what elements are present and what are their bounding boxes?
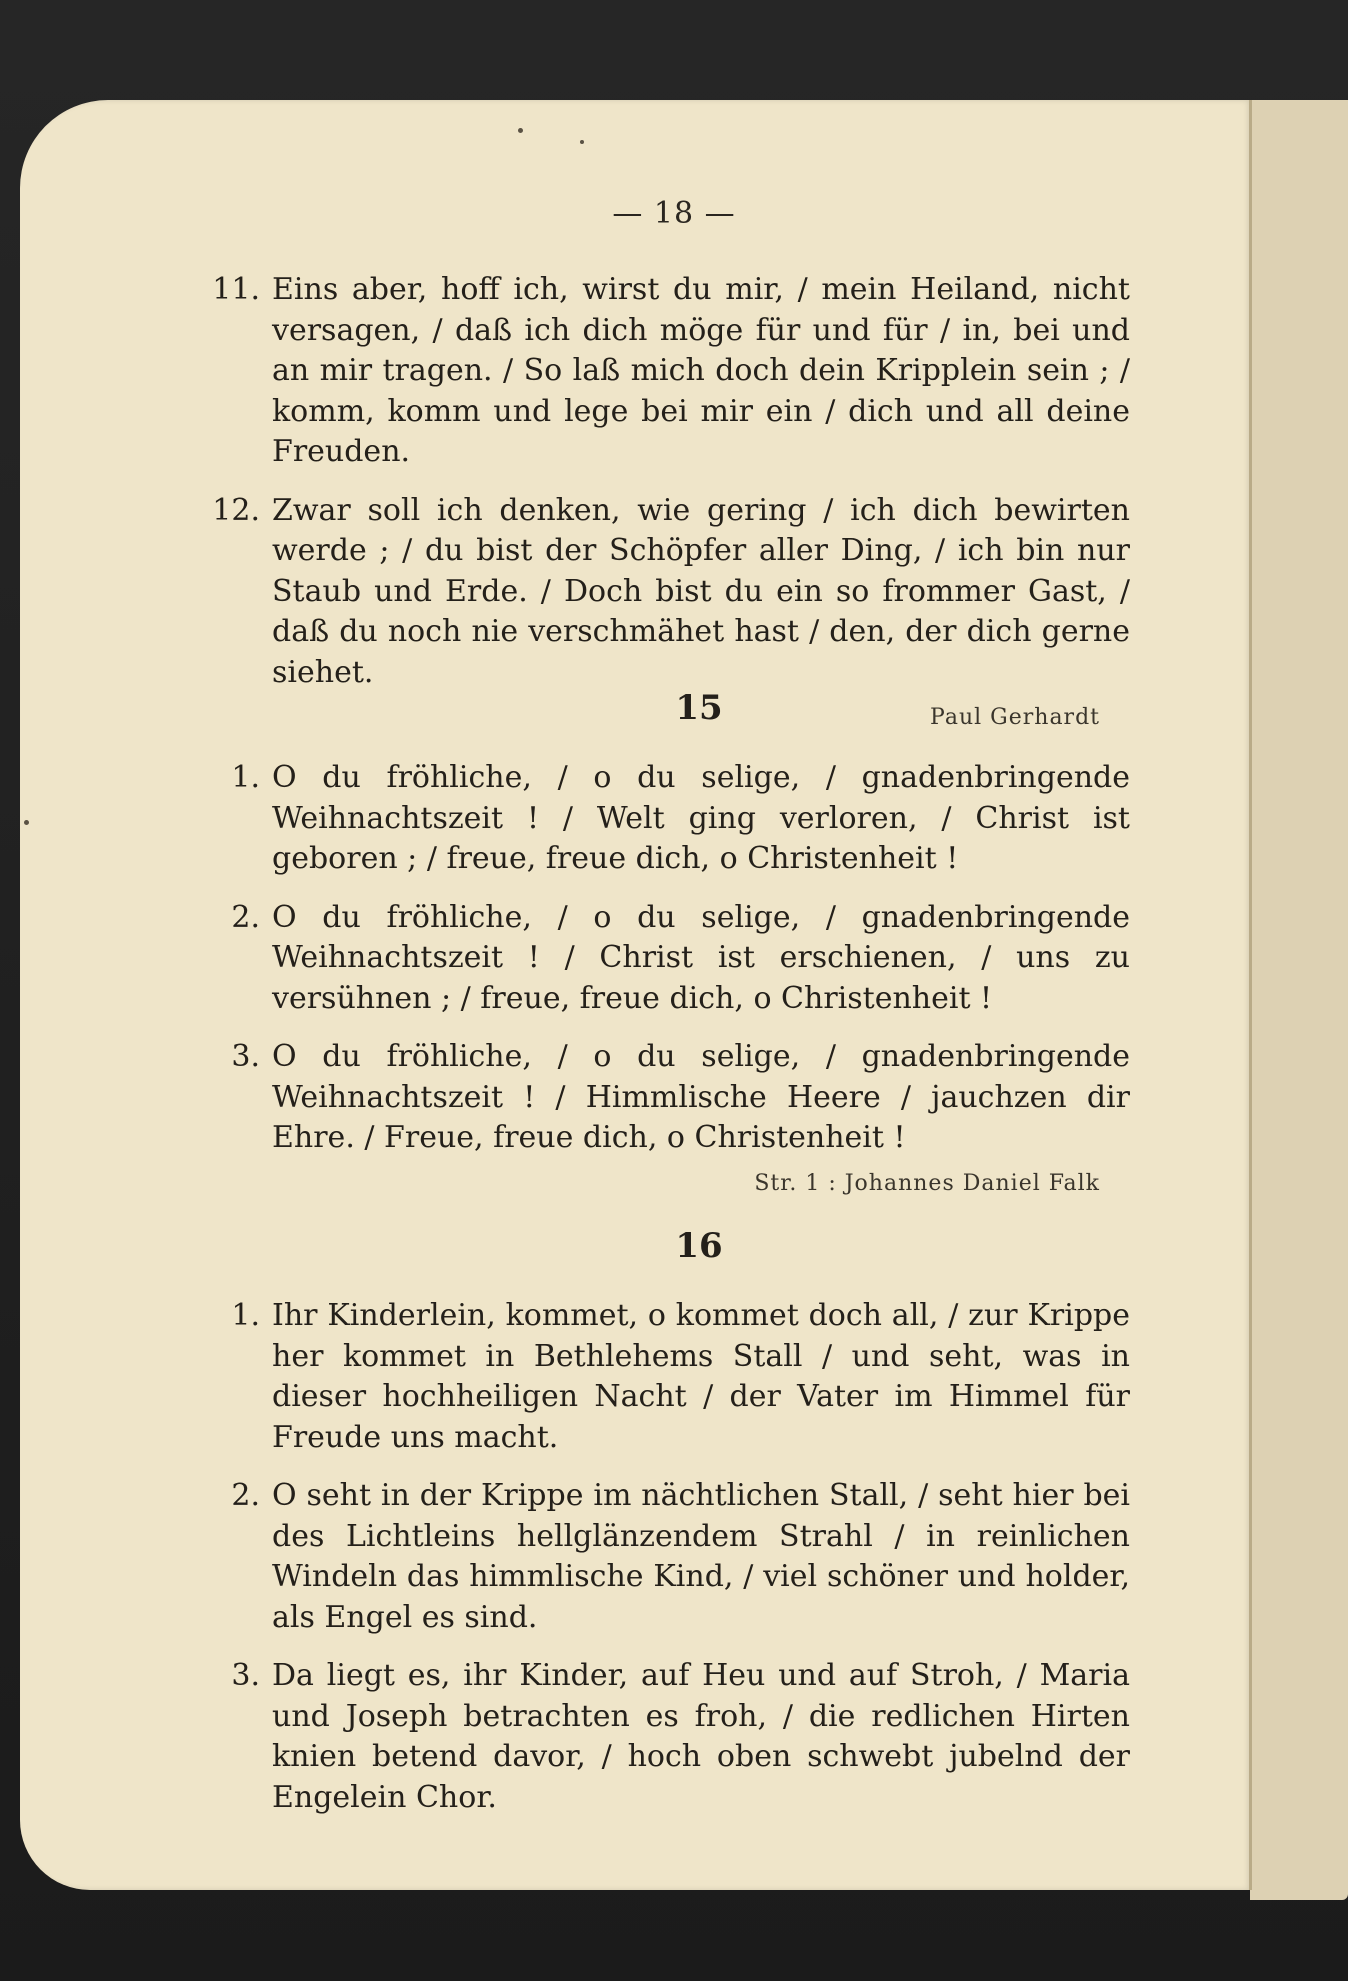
- booklet-edge: [1250, 100, 1348, 1900]
- verse-2: [200, 898, 1130, 1020]
- verse-text: Da liegt es, ihr Kinder, auf Heu und auf Stroh, / Maria und Joseph betrachten es froh, / die redlichen Hirten knien betend davor, / hoch oben schwebt jubelnd der Engelein Chor.: [272, 1658, 1130, 1815]
- verse-number: 2.: [231, 1478, 260, 1513]
- paper-speck: [24, 820, 29, 825]
- paper-speck: [518, 128, 523, 133]
- verse-number: 1.: [231, 1298, 260, 1333]
- hymn-16-block: [200, 1226, 1130, 1836]
- verse-11: [200, 270, 1130, 473]
- verse-3: [200, 1656, 1130, 1818]
- paper-speck: [580, 140, 584, 144]
- verse-text: Ihr Kinderlein, kommet, o kommet doch all, / zur Krippe her kommet in Bethlehems Stall / und seht, was in dieser hochheiligen Nacht / der Vater im Himmel für Freude uns macht.: [272, 1298, 1130, 1455]
- verse-number: 12.: [212, 492, 260, 528]
- verse-2: [200, 1476, 1130, 1638]
- author-credit: Str. 1 : Johannes Daniel Falk: [754, 1170, 1100, 1196]
- verse-text: O du fröhliche, / o du selige, / gnadenbringende Weihnachtszeit ! / Welt ging verloren, / Christ ist geboren ; / freue, freue dich, o Christenheit !: [272, 760, 1130, 876]
- verse-text: Zwar soll ich denken, wie gering / ich dich bewirten werde ; / du bist der Schöpfer aller Ding, / ich bin nur Staub und Erde. / Doch bist du ein so frommer Gast, / daß du noch nie verschmähet hast / den, der dich gerne siehet.: [272, 492, 1130, 690]
- verse-12: [200, 491, 1130, 694]
- hymn-15-block: [200, 688, 1130, 1246]
- verse-1: [200, 1296, 1130, 1458]
- hymn-number: 16: [675, 1226, 723, 1266]
- hymn-number: 15: [675, 688, 723, 728]
- verse-number: 11.: [212, 272, 260, 307]
- verse-text: O du fröhliche, / o du selige, / gnadenbringende Weihnachtszeit ! / Christ ist erschienen, / uns zu versühnen ; / freue, freue dich, o Christenheit !: [272, 899, 1130, 1016]
- verse-number: 2.: [231, 899, 260, 935]
- page-number: — 18 —: [612, 196, 736, 231]
- verse-3: [200, 1037, 1130, 1159]
- author-credit: Paul Gerhardt: [930, 705, 1100, 730]
- verse-number: 3.: [231, 1039, 260, 1074]
- verse-text: O seht in der Krippe im nächtlichen Stall, / seht hier bei des Lichtleins hellglänzendem Strahl / in reinlichen Windeln das himmlische Kind, / viel schöner und holder, als Engel es sind.: [272, 1478, 1130, 1635]
- verse-text: O du fröhliche, / o du selige, / gnadenbringende Weihnachtszeit ! / Himmlische Heere / jauchzen dir Ehre. / Freue, freue dich, o Christenheit !: [272, 1039, 1130, 1155]
- verse-number: 3.: [231, 1658, 260, 1693]
- page-edge: [1249, 100, 1252, 1890]
- verse-number: 1.: [231, 760, 260, 795]
- verse-text: Eins aber, hoff ich, wirst du mir, / mein Heiland, nicht versagen, / daß ich dich möge für und für / in, bei und an mir tragen. / So laß mich doch dein Kripplein sein ; / komm, komm und lege bei mir ein / dich und all deine Freuden.: [272, 272, 1130, 469]
- verse-1: [200, 758, 1130, 880]
